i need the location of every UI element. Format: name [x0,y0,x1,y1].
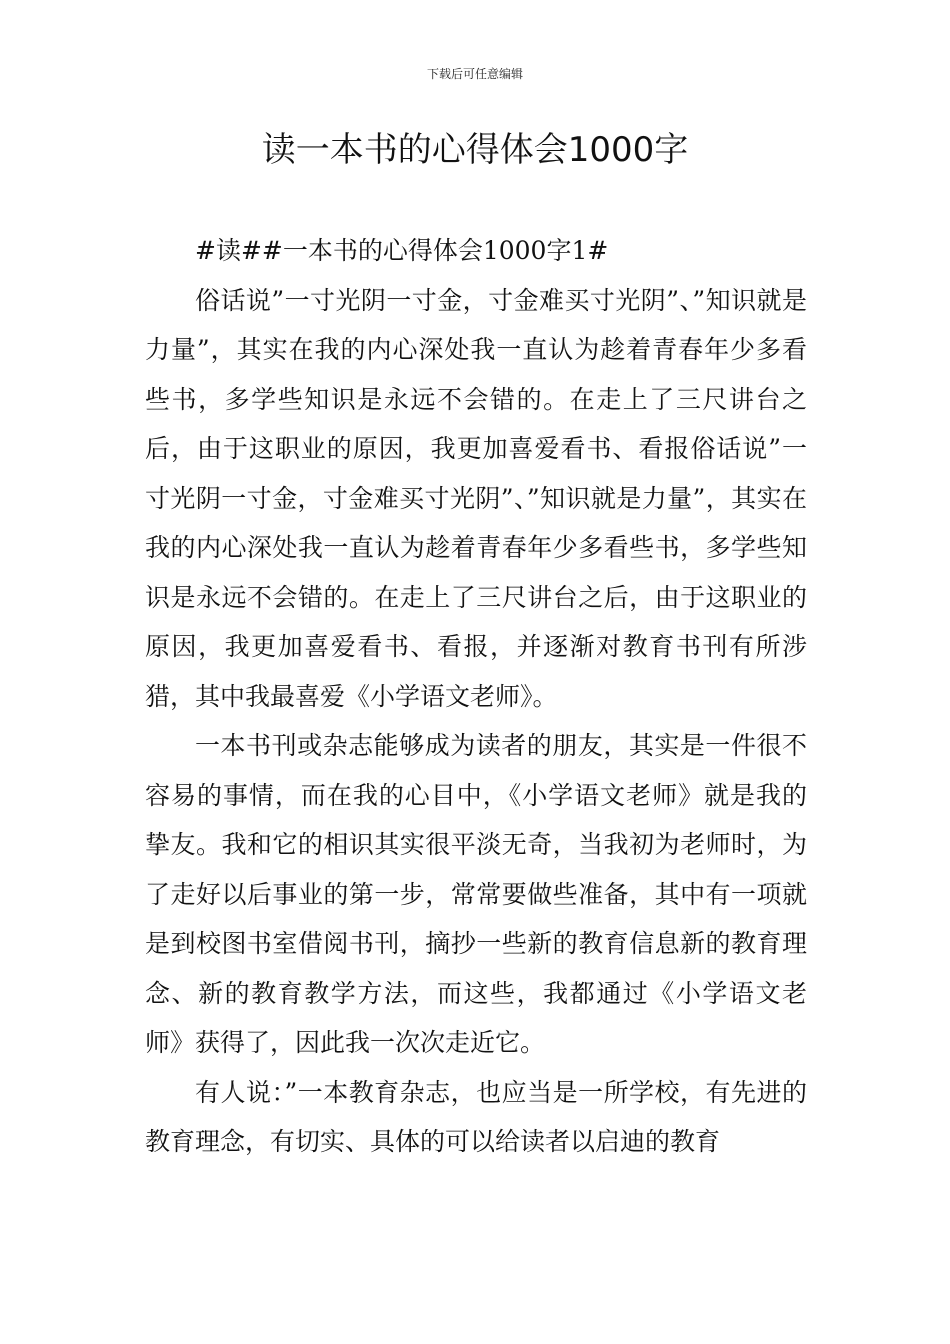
header-note: 下载后可任意编辑 [426,67,523,81]
document-title: 读一本书的心得体会1000字 [261,130,689,170]
paragraph: 俗话说”一寸光阴一寸金，寸金难买寸光阴”、”知识就是力量”，其实在我的内心深处我一直认为趁着青春年少多看些书，多学些知识是永远不会错的。在走上了三尺讲台之后，由于这职业的原因，我更加喜爱看书、看报俗话说”一寸光阴一寸金，寸金难买寸光阴”、”知识就是力量”，其实在我的内心深处我一直认为趁着青春年少多看些书，多学些知识是永远不会错的。在走上了三尺讲台之后，由于这职业的原因，我更加喜爱看书、看报，并逐渐对教育书刊有所涉猎，其中我最喜爱《小学语文老师》。 [145,285,807,711]
paragraph-heading: #读##一本书的心得体会1000字1# [195,236,609,265]
paragraph: 一本书刊或杂志能够成为读者的朋友，其实是一件很不容易的事情，而在我的心目中，《小学语文老师》就是我的挚友。我和它的相识其实很平淡无奇，当我初为老师时，为了走好以后事业的第一步，常常要做些准备，其中有一项就是到校图书室借阅书刊，摘抄一些新的教育信息新的教育理念、新的教育教学方法，而这些，我都通过《小学语文老师》获得了，因此我一次次走近它。 [145,731,807,1057]
paragraph: 有人说：”一本教育杂志，也应当是一所学校，有先进的教育理念，有切实、具体的可以给读者以启迪的教育 [145,1077,807,1156]
document-body [145,226,807,1167]
